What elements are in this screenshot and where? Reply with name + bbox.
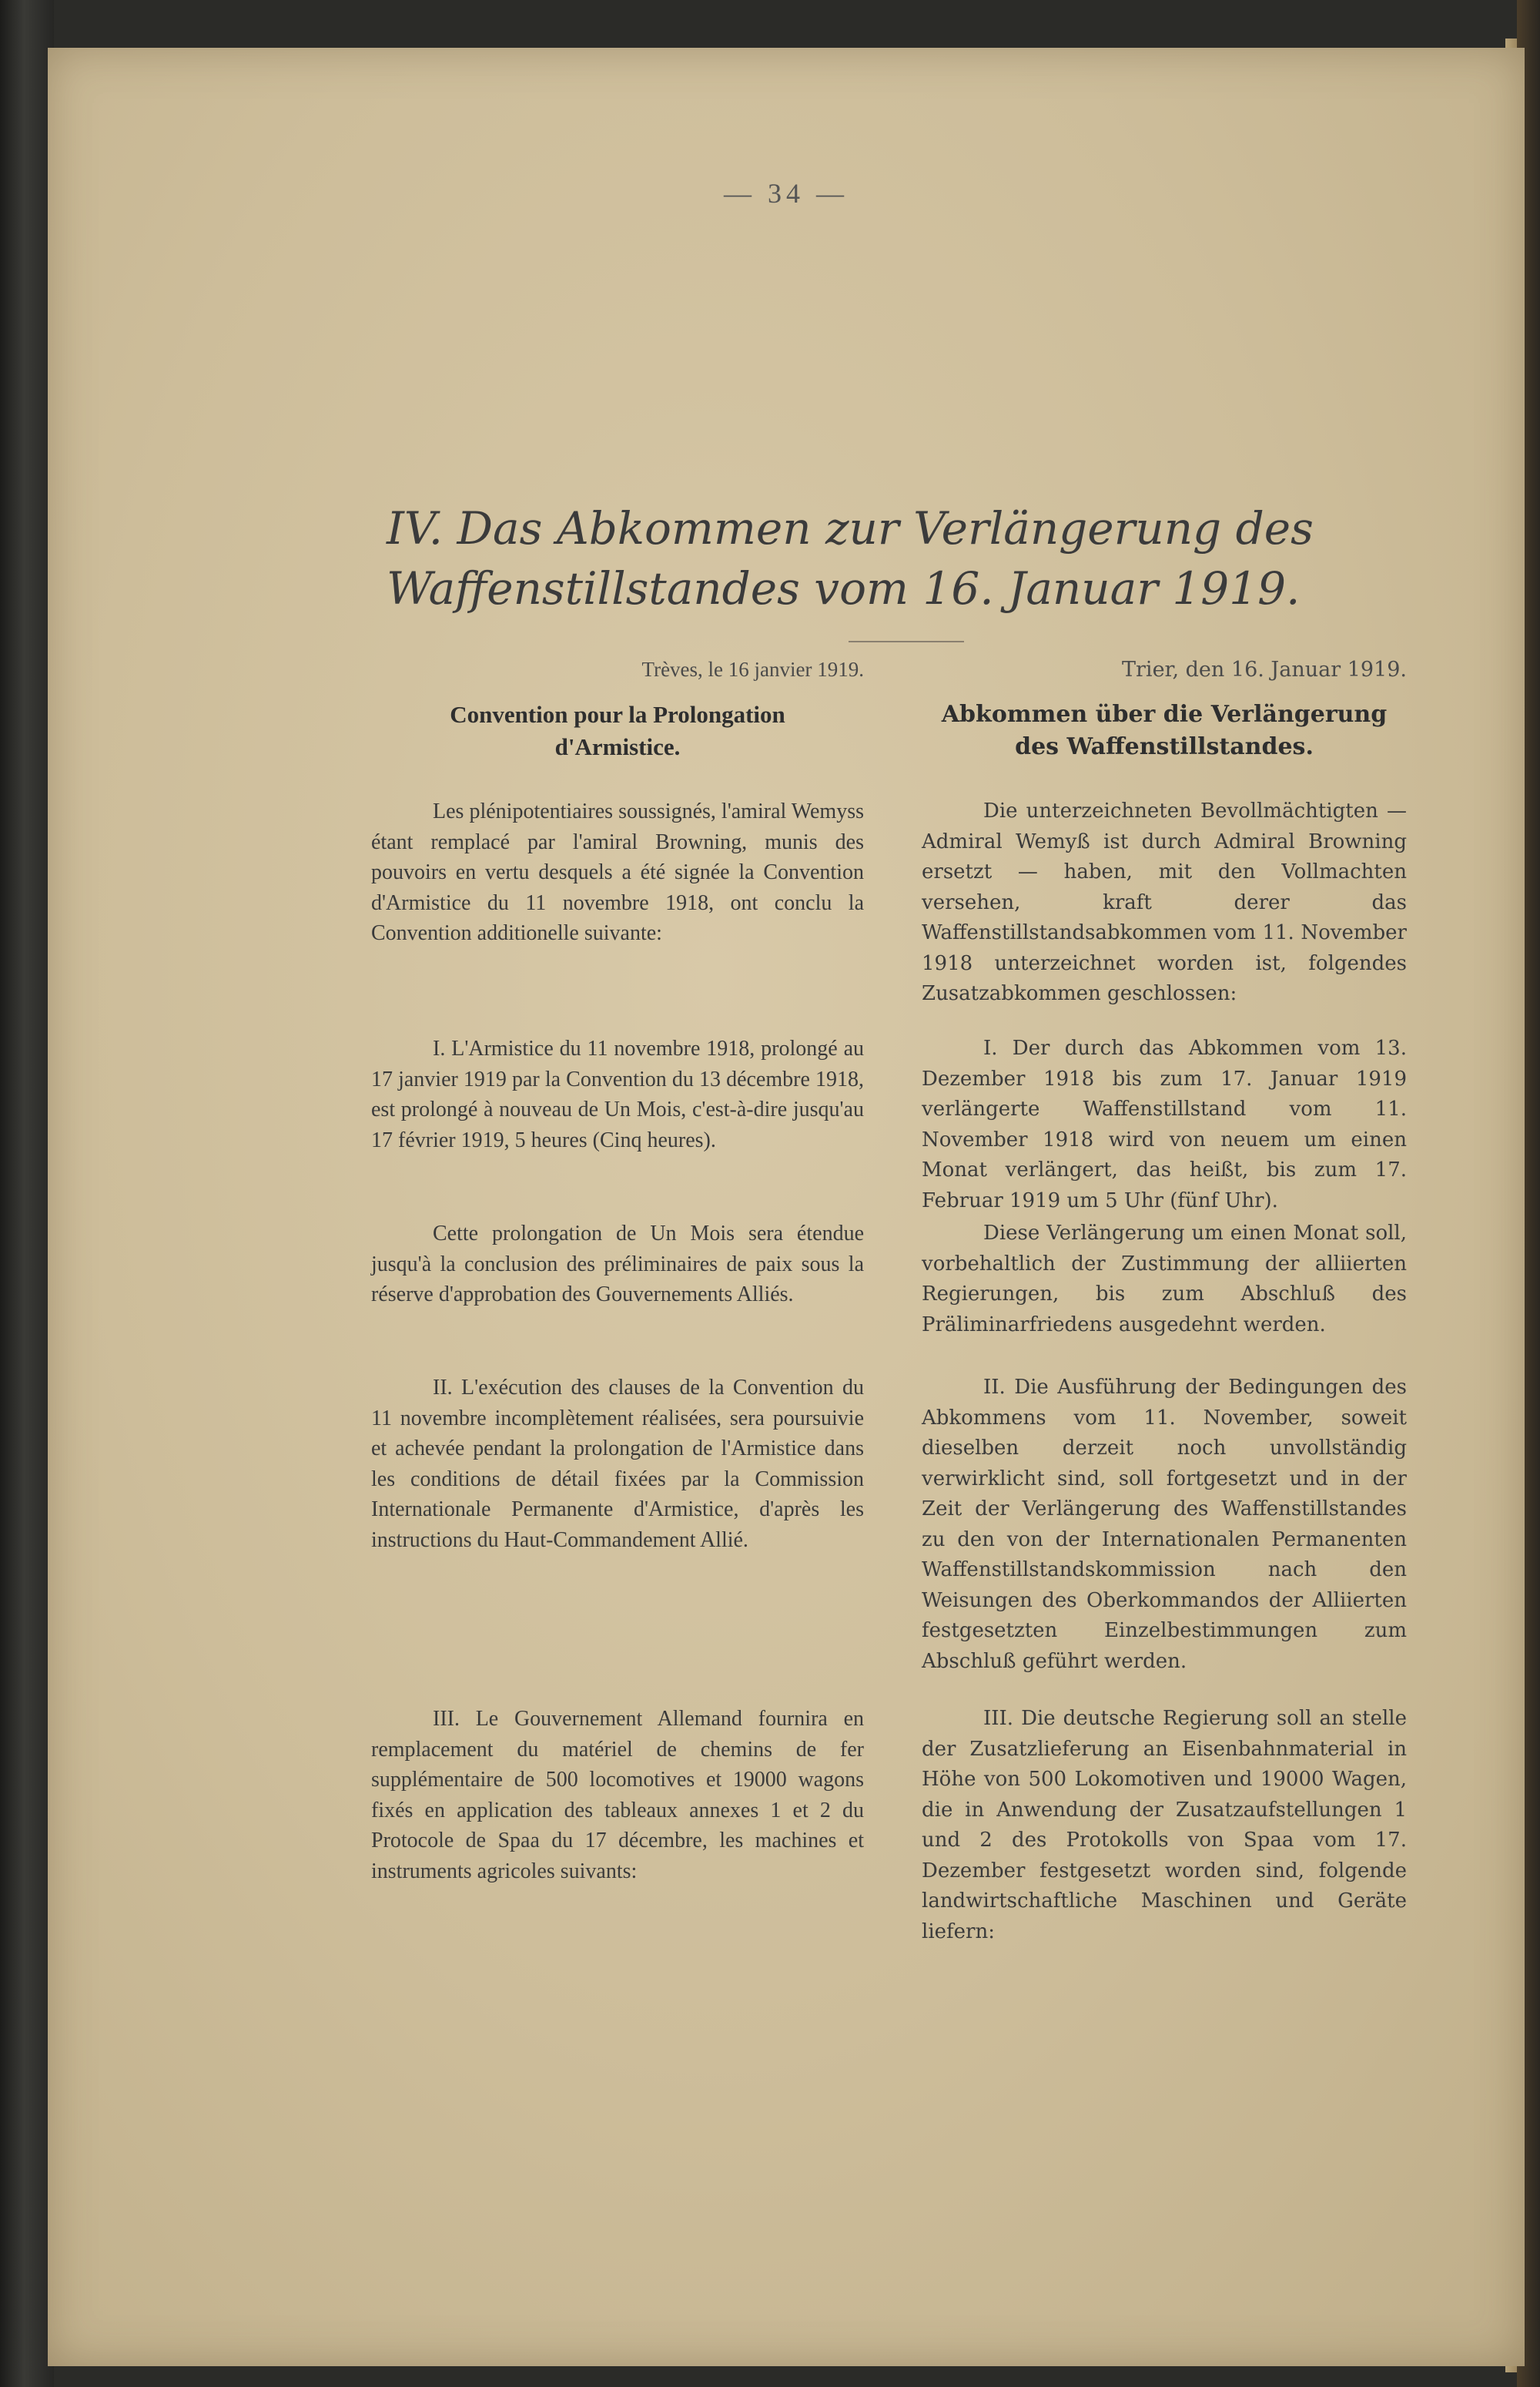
page-number: — 34 — — [724, 178, 849, 209]
french-paragraph: I. L'Armistice du 11 novembre 1918, prolongé au 17 janvier 1919 par la Convention du 13 décembre 1918, est prolongé à nouveau de Un Mois, c'est-à-dire jusqu'au 17 février 1919, 5 heures (Cinq heures). — [371, 1037, 864, 1152]
german-paragraph: Diese Verlängerung um einen Monat soll, vorbehaltlich der Zustimmung der alliierten Regierungen, bis zum Abschluß des Präliminarfriedens ausgedehnt werden. — [922, 1222, 1407, 1336]
heading-divider — [849, 641, 964, 642]
french-dateline: Trèves, le 16 janvier 1919. — [641, 658, 864, 681]
german-paragraph: Die unterzeichneten Bevollmächtigten — Admiral Wemyß ist durch Admiral Browning ersetzt — haben, mit den Vollmachten versehen, kraft derer das Waffenstillstandsabkommen vom 11. November 1918 unterzeichnet worden ist, folgendes Zusatzabkommen geschlossen: — [922, 800, 1407, 1005]
german-paragraph: II. Die Ausführung der Bedingungen des Abkommens vom 11. November, soweit dieselben derzeit noch unvollständig verwirklicht sind, soll fortgesetzt und in der Zeit der Verlängerung des Waffenstillstandes zu den von der Internationalen Permanenten Waffenstillstandskommission nach den Weisungen des Oberkommandos der Alliierten festgesetzten Einzelbestimmungen zum Abschluß geführt werden. — [922, 1376, 1407, 1673]
german-paragraph: I. Der durch das Abkommen vom 13. Dezember 1918 bis zum 17. Januar 1919 verlängerte Waffenstillstand vom 11. November 1918 wird von neuem um einen Monat verlängert, das heißt, bis zum 17. Februar 1919 um 5 Uhr (fünf Uhr). — [922, 1037, 1407, 1212]
french-title: Convention pour la Prolongation d'Armistice. — [450, 701, 785, 760]
section-heading: IV. Das Abkommen zur Verlängerung des Waffenstillstandes vom 16. Januar 1919. — [387, 502, 1314, 615]
german-title: Abkommen über die Verlängerung des Waffenstillstandes. — [941, 701, 1388, 760]
french-paragraph: II. L'exécution des clauses de la Convention du 11 novembre incomplètement réalisées, sera poursuivie et achevée pendant la prolongation de l'Armistice dans les conditions de détail fixées par la Commission Internationale Permanente d'Armistice, d'après les instructions du Haut-Commandement Allié. — [371, 1376, 864, 1552]
book-binding-left — [0, 0, 54, 2387]
french-paragraph: III. Le Gouvernement Allemand fournira en remplacement du matériel de chemins de fer supplémentaire de 500 locomotives et 19000 wagons fixés en application des tableaux annexes 1 et 2 du Protocole de Spaa du 17 décembre, les machines et instruments agricoles suivants: — [371, 1707, 864, 1883]
french-paragraph: Les plénipotentiaires soussignés, l'amiral Wemyss étant remplacé par l'amiral Browning, munis des pouvoirs en vertu desquels a été signée la Convention d'Armistice du 11 novembre 1918, ont conclu la Convention additionelle suivante: — [371, 800, 864, 945]
german-paragraph: III. Die deutsche Regierung soll an stelle der Zusatzlieferung an Eisenbahnmaterial in Höhe von 500 Lokomotiven und 19000 Wagen, die in Anwendung der Zusatzaufstellungen 1 und 2 des Protokolls von Spaa vom 17. Dezember festgesetzt worden sind, folgende landwirtschaftliche Maschinen und Geräte liefern: — [922, 1707, 1407, 1943]
document-page — [48, 48, 1525, 2366]
french-paragraph: Cette prolongation de Un Mois sera étendue jusqu'à la conclusion des préliminaires de paix sous la réserve d'approbation des Gouvernements Alliés. — [371, 1222, 864, 1306]
german-dateline: Trier, den 16. Januar 1919. — [1122, 658, 1407, 682]
